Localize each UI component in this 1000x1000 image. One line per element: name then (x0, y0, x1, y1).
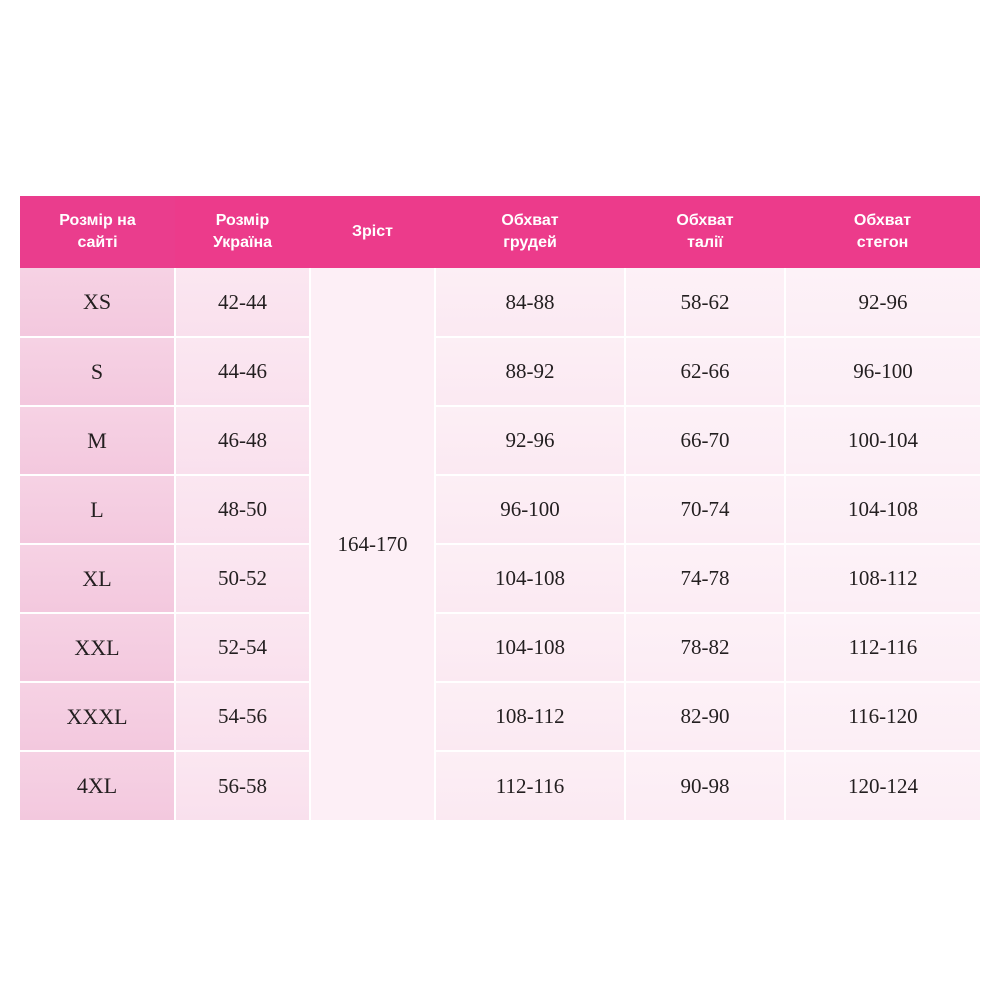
column-header-ua-size-line2: Україна (212, 234, 273, 251)
cell-waist: 78-82 (625, 613, 785, 682)
cell-waist: 82-90 (625, 682, 785, 751)
cell-site-size: XXXL (20, 682, 175, 751)
column-header-waist-line2: талії (687, 234, 723, 251)
size-chart-table (20, 196, 980, 820)
cell-ua-size: 42-44 (175, 268, 310, 337)
table-body (20, 268, 980, 820)
table-header (20, 196, 980, 268)
table-row (20, 268, 980, 337)
cell-chest: 92-96 (435, 406, 625, 475)
table-row (20, 613, 980, 682)
column-header-ua-size-line1: Розмір (215, 212, 270, 230)
column-header-hips-line2: стегон (856, 234, 909, 251)
cell-ua-size: 54-56 (175, 682, 310, 751)
column-header-chest (435, 196, 625, 268)
column-header-hips-line1: Обхват (853, 212, 912, 230)
column-header-waist (625, 196, 785, 268)
cell-hips: 100-104 (785, 406, 980, 475)
column-header-hips (785, 196, 980, 268)
cell-chest: 108-112 (435, 682, 625, 751)
column-header-height (310, 196, 435, 268)
column-header-site-size-line2: сайті (77, 234, 118, 251)
cell-hips: 104-108 (785, 475, 980, 544)
column-header-site-size-line1: Розмір на (59, 212, 136, 230)
cell-ua-size: 48-50 (175, 475, 310, 544)
cell-hips: 108-112 (785, 544, 980, 613)
cell-site-size: L (20, 475, 175, 544)
cell-site-size: XXL (20, 613, 175, 682)
table-row (20, 544, 980, 613)
cell-site-size: 4XL (20, 751, 175, 820)
cell-hips: 112-116 (785, 613, 980, 682)
cell-chest: 88-92 (435, 337, 625, 406)
cell-ua-size: 46-48 (175, 406, 310, 475)
cell-height: 164-170 (310, 268, 435, 820)
table-row (20, 475, 980, 544)
cell-site-size: XL (20, 544, 175, 613)
cell-site-size: XS (20, 268, 175, 337)
cell-site-size: M (20, 406, 175, 475)
table-row (20, 406, 980, 475)
cell-hips: 116-120 (785, 682, 980, 751)
cell-chest: 112-116 (435, 751, 625, 820)
column-header-chest-line1: Обхват (501, 212, 559, 230)
cell-waist: 58-62 (625, 268, 785, 337)
cell-hips: 96-100 (785, 337, 980, 406)
cell-waist: 62-66 (625, 337, 785, 406)
cell-chest: 104-108 (435, 613, 625, 682)
cell-waist: 90-98 (625, 751, 785, 820)
header-row (20, 196, 980, 268)
column-header-chest-line2: грудей (503, 234, 557, 251)
column-header-height-line1: Зріст (352, 223, 393, 241)
cell-ua-size: 50-52 (175, 544, 310, 613)
cell-hips: 92-96 (785, 268, 980, 337)
cell-hips: 120-124 (785, 751, 980, 820)
cell-ua-size: 44-46 (175, 337, 310, 406)
cell-ua-size: 52-54 (175, 613, 310, 682)
table-row (20, 682, 980, 751)
table-row (20, 751, 980, 820)
column-header-site-size (20, 196, 175, 268)
cell-ua-size: 56-58 (175, 751, 310, 820)
cell-site-size: S (20, 337, 175, 406)
column-header-waist-line1: Обхват (676, 212, 734, 230)
cell-waist: 70-74 (625, 475, 785, 544)
column-header-ua-size (175, 196, 310, 268)
cell-chest: 96-100 (435, 475, 625, 544)
cell-chest: 84-88 (435, 268, 625, 337)
cell-waist: 74-78 (625, 544, 785, 613)
table-row (20, 337, 980, 406)
size-chart-table-wrapper (20, 196, 980, 820)
cell-waist: 66-70 (625, 406, 785, 475)
cell-chest: 104-108 (435, 544, 625, 613)
